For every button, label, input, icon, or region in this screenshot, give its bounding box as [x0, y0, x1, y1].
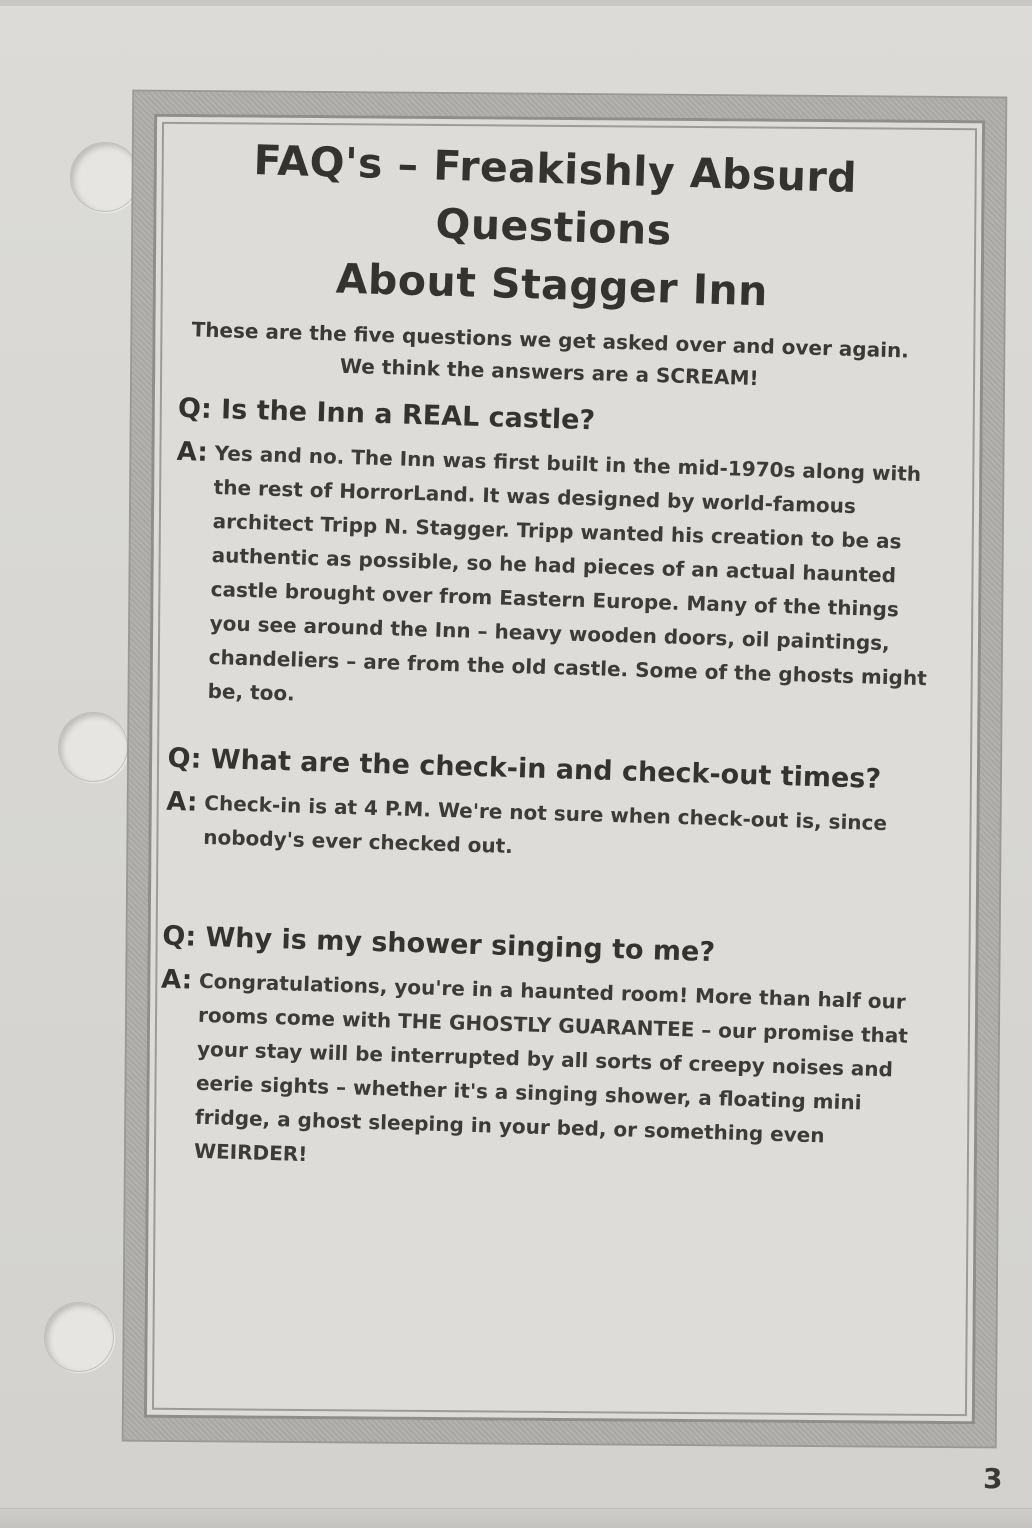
answer-label: A:: [160, 964, 193, 996]
answer-text: Yes and no. The Inn was first built in the mid-1970s along with the rest of HorrorLand. It was designed by world-famous architect Tripp N. Stagger. Tripp wanted his creation to be as authentic as possible, so he had pieces of an actual haunted castle brought over from Eastern Europe. Many of the things you see around the Inn – heavy wooden doors, oil paintings, chandeliers – are from the old castle. Some of the ghosts might be, too.: [207, 441, 928, 706]
bottom-page-edge: [0, 1508, 1032, 1528]
faq-question: Q: What are the check-in and check-out times?: [167, 742, 882, 795]
intro-text: [149, 312, 951, 400]
binder-hole-top: [70, 142, 140, 212]
faq-answer: [156, 963, 922, 1189]
faq-item-check-in: [165, 741, 928, 875]
answer-text: Congratulations, you're in a haunted room! More than half our rooms come with THE GHOSTLY GUARANTEE – our promise that your stay will be interrupted by all sorts of creepy noises and eerie sights – whether it's a singing shower, a floating mini fridge, a ghost sleeping in your bed, or something even WEIRDER!: [193, 968, 909, 1167]
intro-line-2: We think the answers are a SCREAM!: [339, 353, 759, 391]
answer-label: A:: [176, 436, 209, 468]
answer-label: A:: [165, 786, 198, 818]
faq-answer: [169, 435, 937, 729]
faq-item-castle: [169, 391, 938, 729]
page-title: [151, 128, 956, 326]
binder-hole-middle: [58, 712, 128, 782]
faq-item-shower: [156, 919, 923, 1189]
intro-line-1: These are the five questions we get asked over and over again.: [191, 317, 910, 363]
faq-content: [118, 128, 956, 1441]
top-page-edge: [0, 0, 1032, 6]
faq-question: Q: Why is my shower singing to me?: [161, 920, 716, 969]
answer-text: Check-in is at 4 P.M. We're not sure when check-out is, since nobody's ever checked out.: [203, 790, 888, 859]
title-line-2: About Stagger Inn: [335, 254, 769, 316]
faq-answer: [165, 785, 927, 876]
faq-question: Q: Is the Inn a REAL castle?: [177, 392, 596, 437]
title-line-1: FAQ's – Freakishly Absurd Questions: [252, 136, 858, 255]
binder-hole-bottom: [44, 1302, 114, 1372]
page-number: 3: [983, 1462, 1003, 1495]
